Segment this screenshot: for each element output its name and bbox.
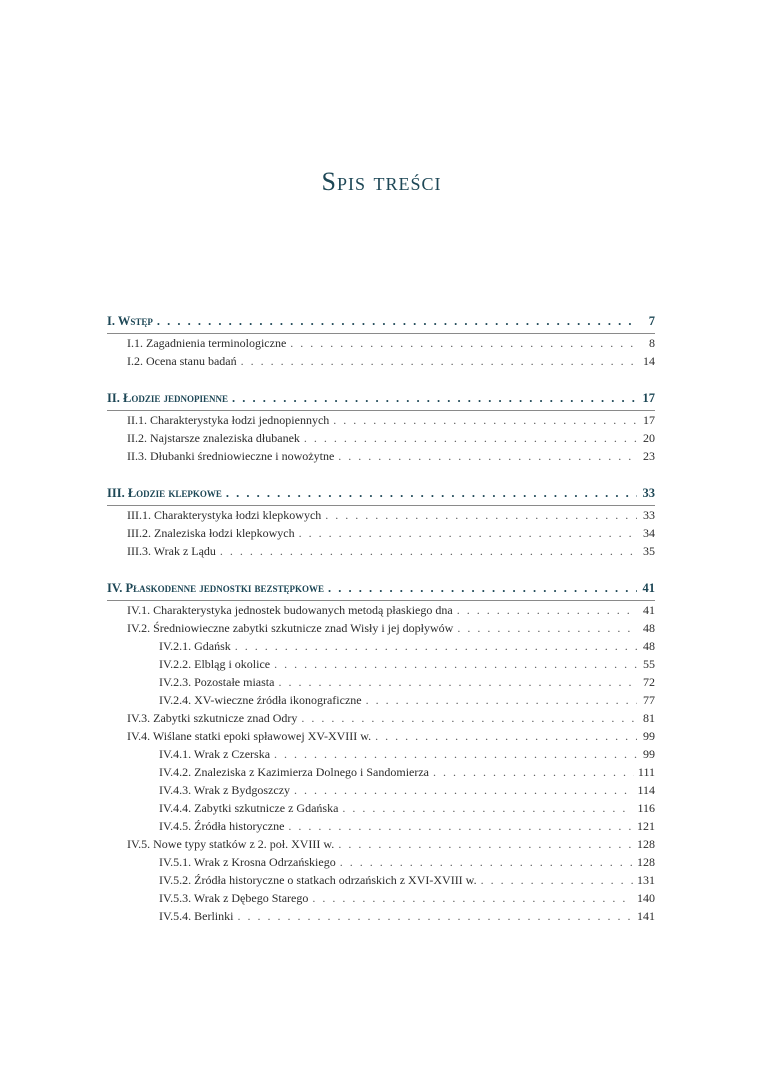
toc-entry-label: III.2. Znaleziska łodzi klepkowych — [127, 526, 295, 540]
toc-entry[interactable] — [107, 655, 655, 673]
toc-entry-page: 72 — [643, 675, 655, 689]
toc-leader-dots — [237, 907, 633, 925]
toc-section — [107, 312, 655, 370]
toc-entry-page: 77 — [643, 693, 655, 707]
toc-entry-label: IV.5. Nowe typy statków z 2. poł. XVIII w. — [127, 837, 335, 851]
toc-entry-label: IV.4.1. Wrak z Czerska — [159, 747, 271, 761]
toc-chapter-entry[interactable] — [107, 484, 655, 502]
toc-entry-label: IV.5.4. Berlinki — [159, 909, 234, 923]
toc-entry-page: 34 — [643, 526, 655, 540]
toc-entry-label: IV.2.4. XV-wieczne źródła ikonograficzne — [159, 693, 362, 707]
toc-entry-page: 48 — [643, 621, 655, 635]
toc-entry-page: 23 — [643, 449, 655, 463]
toc-chapter-label: III. Łodzie klepkowe — [107, 486, 222, 500]
toc-leader-dots — [366, 691, 637, 709]
toc-entry-label: I.2. Ocena stanu badań — [127, 354, 237, 368]
toc-leader-dots — [375, 727, 637, 745]
toc-leader-dots — [481, 871, 633, 889]
toc-entry[interactable] — [107, 835, 655, 853]
toc-entry[interactable] — [107, 763, 655, 781]
toc-entry-page: 14 — [643, 354, 655, 368]
toc-entry-page: 17 — [643, 413, 655, 427]
toc-chapter-page: 41 — [642, 581, 655, 595]
toc-entry-label: IV.5.2. Źródła historyczne o statkach odrzańskich z XVI-XVIII w. — [159, 873, 477, 887]
toc-chapter-page: 7 — [648, 314, 655, 328]
toc-leader-dots — [274, 745, 637, 763]
toc-entry-label: IV.2. Średniowieczne zabytki szkutnicze znad Wisły i jej dopływów — [127, 621, 454, 635]
toc-entry-label: IV.1. Charakterystyka jednostek budowanych metodą płaskiego dna — [127, 603, 453, 617]
toc-entry-page: 114 — [637, 783, 655, 797]
toc-leader-dots — [312, 889, 633, 907]
toc-entry[interactable] — [107, 889, 655, 907]
toc-entry[interactable] — [107, 907, 655, 925]
toc-leader-dots — [220, 542, 637, 560]
toc-entry-label: II.1. Charakterystyka łodzi jednopiennych — [127, 413, 330, 427]
toc-entry[interactable] — [107, 817, 655, 835]
toc-entry-label: II.3. Dłubanki średniowieczne i nowożytne — [127, 449, 335, 463]
toc-entry-page: 121 — [637, 819, 655, 833]
toc-leader-dots — [304, 429, 637, 447]
toc-entry-page: 41 — [643, 603, 655, 617]
toc-entry-page: 8 — [649, 336, 655, 350]
toc-chapter-label: I. Wstęp — [107, 314, 153, 328]
toc-leader-dots — [232, 389, 637, 407]
toc-entry[interactable] — [107, 429, 655, 447]
toc-leader-dots — [294, 781, 633, 799]
toc-entry-page: 48 — [643, 639, 655, 653]
toc-leader-dots — [325, 506, 637, 524]
page-title: Spis treści — [321, 167, 442, 197]
toc-leader-dots — [433, 763, 634, 781]
toc-entry-label: II.2. Najstarsze znaleziska dłubanek — [127, 431, 300, 445]
toc-entry-page: 116 — [637, 801, 655, 815]
toc-entry[interactable] — [107, 871, 655, 889]
toc-entry-page: 99 — [643, 729, 655, 743]
toc-entry[interactable] — [107, 799, 655, 817]
toc-entry-page: 111 — [637, 765, 655, 779]
toc-entry-page: 81 — [643, 711, 655, 725]
toc-entry-label: IV.4.5. Źródła historyczne — [159, 819, 285, 833]
toc-chapter-page: 33 — [642, 486, 655, 500]
toc-entry[interactable] — [107, 524, 655, 542]
toc-entry-label: I.1. Zagadnienia terminologiczne — [127, 336, 287, 350]
toc-entry-page: 35 — [643, 544, 655, 558]
toc-entry-page: 141 — [637, 909, 655, 923]
toc-chapter-entry[interactable] — [107, 312, 655, 330]
toc-entry-label: IV.2.2. Elbląg i okolice — [159, 657, 271, 671]
toc-leader-dots — [241, 352, 637, 370]
toc-entry[interactable] — [107, 709, 655, 727]
toc-chapter-page: 17 — [642, 391, 655, 405]
table-of-contents — [107, 312, 655, 944]
toc-chapter-entry[interactable] — [107, 389, 655, 407]
toc-chapter-label: II. Łodzie jednopienne — [107, 391, 228, 405]
toc-entry-label: IV.3. Zabytki szkutnicze znad Odry — [127, 711, 298, 725]
toc-entry-label: IV.4.3. Wrak z Bydgoszczy — [159, 783, 291, 797]
toc-leader-dots — [235, 637, 637, 655]
toc-leader-dots — [301, 709, 637, 727]
toc-leader-dots — [333, 411, 637, 429]
toc-entry-label: IV.4. Wiślane statki epoki spławowej XV-XVIII w. — [127, 729, 372, 743]
toc-entry-label: IV.4.2. Znaleziska z Kazimierza Dolnego i Sandomierza — [159, 765, 430, 779]
toc-leader-dots — [457, 619, 637, 637]
toc-entry[interactable] — [107, 601, 655, 619]
toc-entry-page: 131 — [637, 873, 655, 887]
toc-chapter-label: IV. Płaskodenne jednostki bezstępkowe — [107, 581, 324, 595]
toc-leader-dots — [340, 853, 633, 871]
toc-entry[interactable] — [107, 447, 655, 465]
toc-entry-label: IV.4.4. Zabytki szkutnicze z Gdańska — [159, 801, 339, 815]
toc-entry[interactable] — [107, 334, 655, 352]
toc-entry-page: 99 — [643, 747, 655, 761]
toc-leader-dots — [288, 817, 633, 835]
toc-entry-page: 20 — [643, 431, 655, 445]
toc-leader-dots — [278, 673, 637, 691]
toc-entry-label: IV.5.1. Wrak z Krosna Odrzańskiego — [159, 855, 336, 869]
toc-entry-label: IV.2.1. Gdańsk — [159, 639, 231, 653]
toc-entry[interactable] — [107, 745, 655, 763]
toc-entry[interactable] — [107, 352, 655, 370]
toc-entry-page: 128 — [637, 855, 655, 869]
toc-entry-page: 55 — [643, 657, 655, 671]
toc-entry-label: IV.5.3. Wrak z Dębego Starego — [159, 891, 309, 905]
toc-leader-dots — [274, 655, 637, 673]
toc-leader-dots — [338, 447, 637, 465]
toc-entry[interactable] — [107, 411, 655, 429]
toc-leader-dots — [226, 484, 637, 502]
toc-entry-page: 128 — [637, 837, 655, 851]
toc-entry[interactable] — [107, 853, 655, 871]
toc-entry-label: IV.2.3. Pozostałe miasta — [159, 675, 275, 689]
toc-entry-label: III.1. Charakterystyka łodzi klepkowych — [127, 508, 322, 522]
toc-leader-dots — [328, 579, 637, 597]
toc-chapter-entry[interactable] — [107, 579, 655, 597]
toc-entry[interactable] — [107, 542, 655, 560]
toc-section — [107, 484, 655, 560]
toc-entry-label: III.3. Wrak z Lądu — [127, 544, 216, 558]
toc-leader-dots — [299, 524, 637, 542]
toc-entry[interactable] — [107, 673, 655, 691]
toc-leader-dots — [342, 799, 633, 817]
toc-entry[interactable] — [107, 781, 655, 799]
toc-entry[interactable] — [107, 691, 655, 709]
toc-entry[interactable] — [107, 637, 655, 655]
toc-leader-dots — [338, 835, 633, 853]
toc-entry-page: 33 — [643, 508, 655, 522]
toc-entry[interactable] — [107, 727, 655, 745]
toc-leader-dots — [457, 601, 637, 619]
toc-entry[interactable] — [107, 619, 655, 637]
toc-leader-dots — [290, 334, 637, 352]
toc-entry[interactable] — [107, 506, 655, 524]
toc-entry-page: 140 — [637, 891, 655, 905]
toc-section — [107, 579, 655, 925]
toc-leader-dots — [157, 312, 637, 330]
toc-section — [107, 389, 655, 465]
